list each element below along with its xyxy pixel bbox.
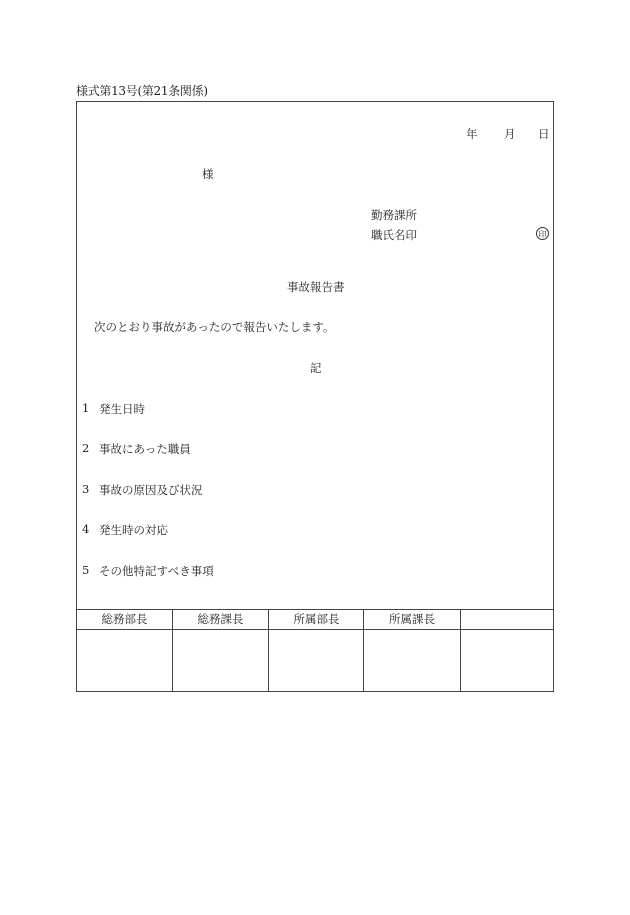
approval-header-cell: 総務部長 — [101, 612, 148, 626]
item-number: 1 — [82, 401, 90, 415]
approval-divider — [268, 609, 269, 691]
approval-divider — [172, 609, 173, 691]
approval-header-cell: 所属部長 — [293, 612, 340, 626]
date-month: 月 — [504, 127, 516, 141]
approval-header-cell — [461, 610, 553, 629]
date-day: 日 — [538, 127, 550, 141]
approval-header-cell: 所属課長 — [389, 612, 435, 626]
ki-heading: 記 — [310, 361, 322, 375]
seal-mark: 印 — [536, 227, 549, 240]
item-number: 5 — [82, 563, 90, 577]
report-form-frame — [76, 101, 554, 692]
item-number: 4 — [82, 522, 90, 536]
item-label: 発生日時 — [99, 402, 145, 416]
approval-table — [77, 609, 553, 691]
item-label: その他特記すべき事項 — [99, 564, 214, 578]
item-label: 事故の原因及び状況 — [99, 483, 203, 497]
item-number: 3 — [82, 482, 90, 496]
item-label: 発生時の対応 — [99, 523, 168, 537]
document-title: 事故報告書 — [287, 280, 345, 294]
sender-dept-label: 勤務課所 — [371, 208, 417, 222]
approval-divider — [363, 609, 364, 691]
addressee-suffix: 様 — [202, 167, 214, 181]
item-label: 事故にあった職員 — [99, 442, 191, 456]
item-number: 2 — [82, 441, 90, 455]
sender-name-label: 職氏名印 — [371, 228, 417, 242]
form-number-label: 様式第13号(第21条関係) — [76, 84, 208, 98]
approval-header-cell: 総務課長 — [197, 612, 244, 626]
approval-header-row — [77, 609, 553, 630]
date-year: 年 — [466, 127, 478, 141]
approval-divider — [460, 609, 461, 691]
intro-text: 次のとおり事故があったので報告いたします。 — [94, 320, 335, 334]
